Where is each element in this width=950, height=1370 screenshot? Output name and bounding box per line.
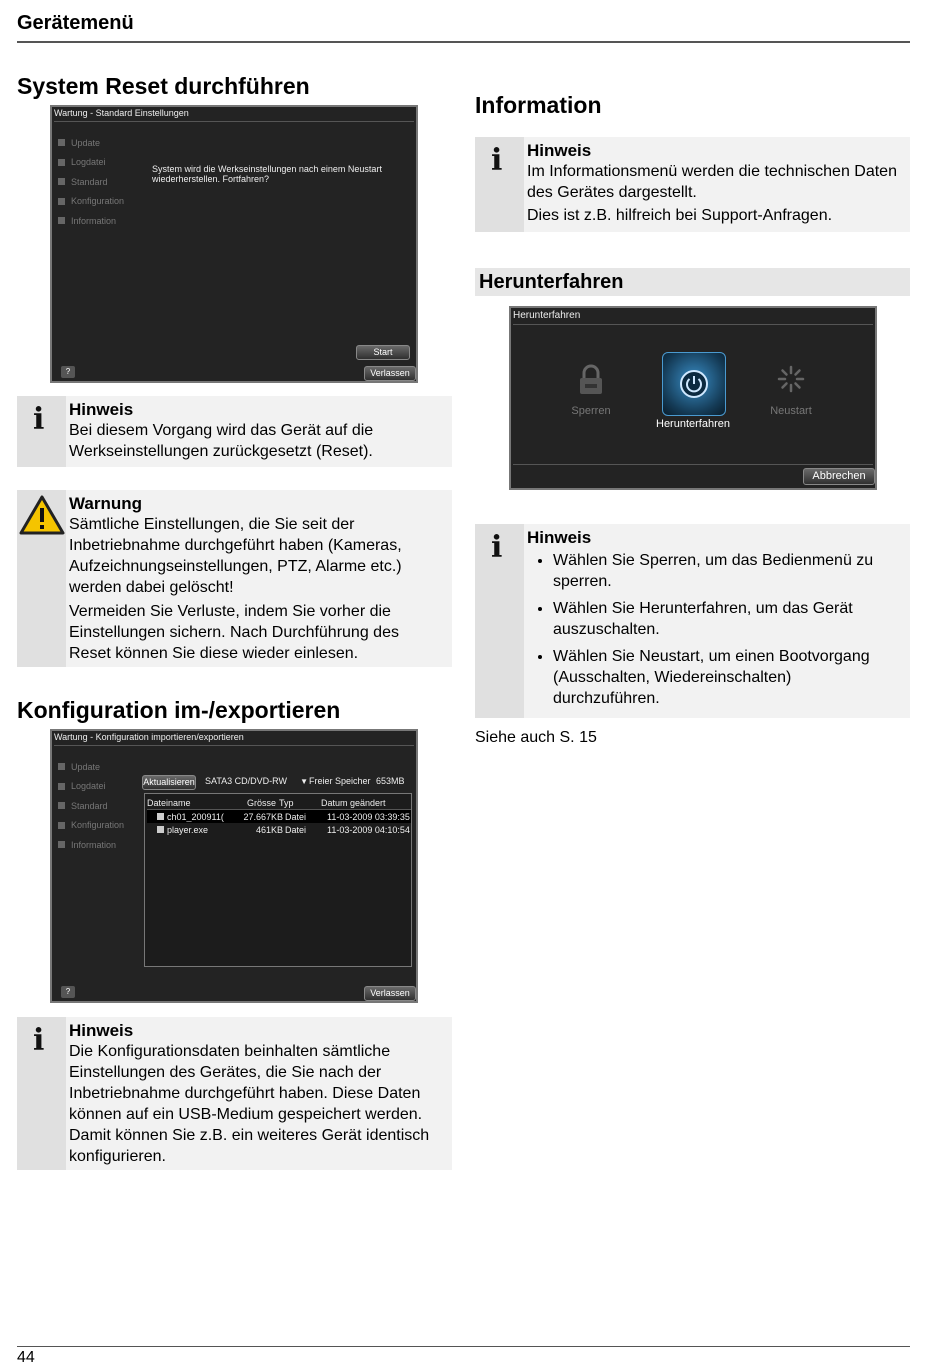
lock-label: Sperren xyxy=(571,405,611,417)
menu-item-update[interactable]: Update xyxy=(58,133,124,153)
hint-text: Die Konfigurationsdaten beinhalten sämtliche Einstellungen des Gerätes, die Sie nach der Inbetriebnahme durchgeführt haben. Diese Daten können auf ein USB-Medium gespeichert werden. Damit können Sie z.B. ein weiteres Gerät identisch konfigurieren. xyxy=(69,1043,430,1165)
menu-item-standard[interactable]: Standard xyxy=(58,172,124,192)
menu-item-konfiguration[interactable]: Konfiguration xyxy=(58,816,124,836)
hint-text: Bei diesem Vorgang wird das Gerät auf die Werkseinstellungen zurückgesetzt (Reset). xyxy=(69,422,374,460)
hint-title: Hinweis xyxy=(69,1021,134,1040)
hint-text-2: Dies ist z.B. hilfreich bei Support-Anfragen. xyxy=(527,207,833,224)
header-divider xyxy=(17,41,910,43)
log-icon xyxy=(58,159,65,166)
config-hint-box xyxy=(17,1017,452,1170)
col-size[interactable]: Grösse xyxy=(247,797,277,808)
col-filename[interactable]: Dateiname xyxy=(147,797,191,808)
checkbox[interactable] xyxy=(157,813,164,820)
config-screen-title: Wartung - Konfiguration importieren/exportieren xyxy=(54,732,244,742)
reset-hint-box xyxy=(17,396,452,467)
shutdown-screen-title: Herunterfahren xyxy=(513,310,581,321)
update-icon xyxy=(58,763,65,770)
see-also-text: Siehe auch S. 15 xyxy=(475,729,597,746)
table-header-row xyxy=(147,796,411,810)
shutdown-label: Herunterfahren xyxy=(656,418,730,430)
info-icon xyxy=(58,841,65,848)
information-heading: Information xyxy=(475,92,602,118)
reset-screenshot xyxy=(50,105,418,383)
exit-button[interactable]: Verlassen xyxy=(364,366,416,381)
hint-list xyxy=(527,550,902,709)
menu-item-logdatei[interactable]: Logdatei xyxy=(58,777,124,797)
hint-title: Hinweis xyxy=(527,528,592,547)
shutdown-option-button[interactable] xyxy=(662,352,726,416)
help-button[interactable]: ? xyxy=(61,366,75,378)
restart-option[interactable] xyxy=(763,363,819,417)
reset-screen-title: Wartung - Standard Einstellungen xyxy=(54,108,189,118)
exit-button[interactable]: Verlassen xyxy=(364,986,416,1001)
warning-title: Warnung xyxy=(69,494,143,513)
page-header-title: Gerätemenü xyxy=(17,12,134,34)
refresh-button[interactable]: Aktualisieren xyxy=(142,775,196,790)
menu-item-update[interactable]: Update xyxy=(58,757,124,777)
reset-screen-menu xyxy=(58,133,124,231)
col-date[interactable]: Datum geändert xyxy=(321,797,386,808)
log-icon xyxy=(58,783,65,790)
free-space-value: 653MB xyxy=(376,776,405,786)
table-row[interactable]: ch01_200911( 27.667KB Datei 11-03-2009 03:39:35 xyxy=(147,810,411,823)
reset-heading: System Reset durchführen xyxy=(17,73,310,99)
hint-title: Hinweis xyxy=(527,141,592,160)
info-icon: i xyxy=(491,530,503,565)
shutdown-hint-box xyxy=(475,524,910,718)
info-icon xyxy=(58,217,65,224)
warning-text-1: Sämtliche Einstellungen, die Sie seit der Inbetriebnahme durchgeführt haben (Kameras, Aufzeichnungseinstellungen, PTZ, Alarme etc.) werden dabei gelöscht! xyxy=(69,516,402,596)
information-hint-box xyxy=(475,137,910,232)
list-item: • Wählen Sie Neustart, um einen Bootvorgang (Ausschalten, Wiedereinschalten) durchzuführen. xyxy=(553,646,902,709)
update-icon xyxy=(58,139,65,146)
start-button[interactable]: Start xyxy=(356,345,410,360)
reset-warning-box xyxy=(17,490,452,667)
standard-icon xyxy=(58,178,65,185)
page-number: 44 xyxy=(17,1349,35,1366)
restart-spinner-icon xyxy=(776,363,806,397)
hint-text-1: Im Informationsmenü werden die technischen Daten des Gerätes dargestellt. xyxy=(527,163,897,201)
lock-icon xyxy=(576,363,606,397)
info-icon: i xyxy=(33,1023,45,1058)
warning-icon xyxy=(19,495,65,535)
col-type[interactable]: Typ xyxy=(279,797,294,808)
menu-item-information[interactable]: Information xyxy=(58,211,124,231)
config-heading: Konfiguration im-/exportieren xyxy=(17,697,341,723)
free-space-label: Freier Speicher xyxy=(309,776,371,786)
file-table xyxy=(147,796,411,836)
lock-option[interactable] xyxy=(563,363,619,417)
info-icon: i xyxy=(33,402,45,437)
power-icon xyxy=(679,369,709,399)
cancel-button[interactable]: Abbrechen xyxy=(803,468,875,485)
shutdown-heading: Herunterfahren xyxy=(475,268,910,296)
wrench-icon xyxy=(58,822,65,829)
device-select[interactable]: SATA3 CD/DVD-RW ▼ xyxy=(205,776,308,786)
standard-icon xyxy=(58,802,65,809)
checkbox[interactable] xyxy=(157,826,164,833)
config-screen-menu xyxy=(58,757,124,855)
list-item: • Wählen Sie Herunterfahren, um das Gerät auszuschalten. xyxy=(553,598,902,640)
list-item: • Wählen Sie Sperren, um das Bedienmenü zu sperren. xyxy=(553,550,902,592)
menu-item-standard[interactable]: Standard xyxy=(58,796,124,816)
help-button[interactable]: ? xyxy=(61,986,75,998)
info-icon: i xyxy=(491,143,503,178)
config-screenshot xyxy=(50,729,418,1003)
menu-item-logdatei[interactable]: Logdatei xyxy=(58,153,124,173)
table-row[interactable]: player.exe 461KB Datei 11-03-2009 04:10:54 xyxy=(147,823,411,836)
menu-item-information[interactable]: Information xyxy=(58,835,124,855)
shutdown-screenshot xyxy=(509,306,877,490)
chevron-down-icon: ▼ xyxy=(300,777,308,786)
wrench-icon xyxy=(58,198,65,205)
hint-title: Hinweis xyxy=(69,400,134,419)
warning-text-2: Vermeiden Sie Verluste, indem Sie vorher die Einstellungen sichern. Nach Durchführung des Reset können Sie diese wieder einlesen. xyxy=(69,603,399,662)
footer-divider xyxy=(17,1346,910,1347)
menu-item-konfiguration[interactable]: Konfiguration xyxy=(58,192,124,212)
restart-label: Neustart xyxy=(770,405,812,417)
reset-confirm-message: System wird die Werkseinstellungen nach einem Neustart wiederherstellen. Fortfahren? xyxy=(152,164,382,184)
